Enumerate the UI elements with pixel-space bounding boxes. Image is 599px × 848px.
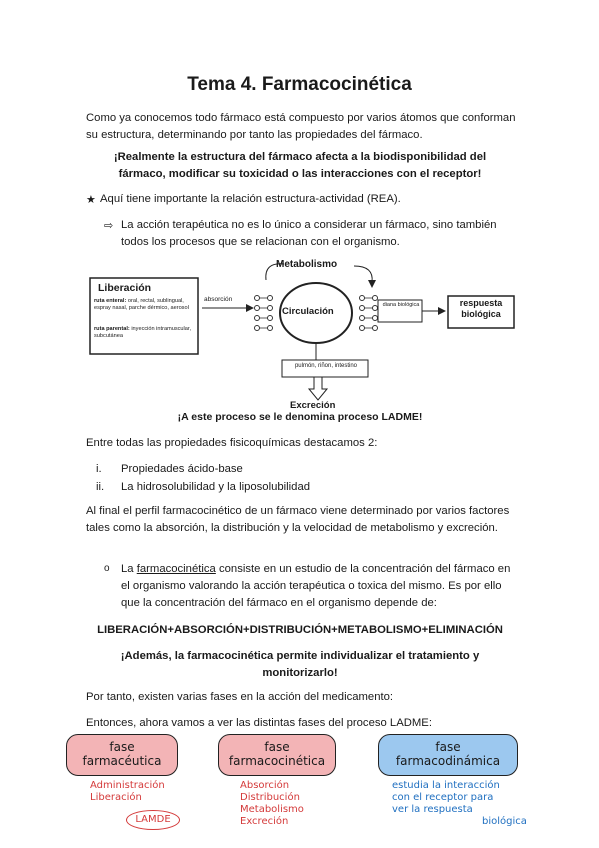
diana-label: diana biológica <box>382 302 420 308</box>
farmaceutica-item-1: Administración <box>90 780 165 791</box>
page-title: Tema 4. Farmacocinética <box>187 74 412 95</box>
respuesta-label: respuesta biológica <box>459 298 503 319</box>
fase-farmacocinetica-card <box>218 734 336 776</box>
left-membrane-icon <box>255 296 273 331</box>
arrow-item: La acción terapéutica no es lo único a considerar un fármaco, sino también todos los procesos que se relacionan con el organismo. <box>121 219 497 248</box>
circulacion-label: Circulación <box>282 306 334 317</box>
right-membrane-icon <box>360 296 378 331</box>
ruta-enteral-text: oral, rectal, sublingual, espray nasal, parche dérmico, aerosol <box>94 298 189 311</box>
farmacocinetica-items <box>240 780 304 828</box>
farmacodinamica-item-2: con el receptor para <box>392 792 494 803</box>
fase-farmacocinetica-title1: fase <box>264 740 290 754</box>
arrow-bullet-icon: ⇨ <box>104 220 114 232</box>
fase-farmaceutica-card <box>66 734 178 776</box>
metabolismo-label: Metabolismo <box>276 259 338 270</box>
organos-label: pulmón, riñon, intestino <box>294 363 358 369</box>
circle-bullet-icon: o <box>104 563 110 574</box>
fase-farmacocinetica-title2: farmacocinética <box>228 754 326 768</box>
ruta-enteral-label: ruta enteral: <box>94 298 127 304</box>
farmacocinetica-word: farmacocinética <box>136 563 216 575</box>
fases-intro: Por tanto, existen varias fases en la acción del medicamento: <box>86 691 394 703</box>
list-item-2: La hidrosolubilidad y la liposolubilidad <box>121 481 311 493</box>
farmaceutica-item-2: Liberación <box>90 792 142 803</box>
ladme-caption: ¡A este proceso se le denomina proceso LADME! <box>177 411 423 423</box>
perfil-paragraph: Al final el perfil farmacocinético de un fármaco viene determinado por varios factores tales como la absorción, la distribución y la velocidad de metabolismo y excreción. <box>86 505 510 534</box>
fase-farmaceutica-title2: farmacéutica <box>82 754 162 768</box>
farmacocinetica-item-2: Distribución <box>240 792 300 803</box>
fase-farmacodinamica-title1: fase <box>435 740 461 754</box>
fases-ladme-intro: Entonces, ahora vamos a ver las distintas fases del proceso LADME: <box>86 717 432 729</box>
list-marker-1: i. <box>96 463 102 475</box>
farmacocinetica-item-4: Excreción <box>240 816 289 827</box>
star-icon: ★ <box>86 194 96 206</box>
fase-farmacodinamica-card <box>378 734 518 776</box>
ruta-parental-text: inyección intramuscular, subcutánea <box>94 326 192 339</box>
absorcion-label: absorción <box>204 296 233 303</box>
farmacodinamica-item-3: ver la respuesta <box>392 804 473 815</box>
farmacocinetica-item-1: Absorción <box>240 780 290 791</box>
emphasis-line-1: ¡Realmente la estructura del fármaco afecta a la biodisponibilidad del <box>113 151 487 163</box>
excrecion-label: Excreción <box>290 400 336 411</box>
lamde-oval: LAMDE <box>126 810 180 830</box>
farmacodinamica-item-4: biológica <box>482 816 527 827</box>
ruta-parental <box>94 326 194 340</box>
farmaco-post: consiste en un estudio de la concentración del fármaco en el organismo valorando la acción terapéutica o toxica del mismo. Es por ello que la concentración del fármaco en el organismo depende de: <box>121 563 511 609</box>
emphasis2-line-1: ¡Además, la farmacocinética permite individualizar el tratamiento y <box>120 650 480 662</box>
propiedades-intro: Entre todas las propiedades fisicoquímicas destacamos 2: <box>86 437 378 449</box>
star-item: Aquí tiene importante la relación estructura-actividad (REA). <box>100 193 401 205</box>
emphasis-line-2: fármaco, modificar su toxicidad o las interacciones con el receptor! <box>118 168 482 180</box>
ruta-parental-label: ruta parental: <box>94 326 130 332</box>
formula-line: LIBERACIÓN+ABSORCIÓN+DISTRIBUCIÓN+METABOLISMO+ELIMINACIÓN <box>97 624 503 636</box>
fase-farmacodinamica-title2: farmacodinámica <box>395 754 501 768</box>
emphasis2-line-2: monitorizarlo! <box>262 667 338 679</box>
ruta-enteral <box>94 298 194 312</box>
list-item-1: Propiedades ácido-base <box>121 463 243 475</box>
intro-paragraph: Como ya conocemos todo fármaco está compuesto por varios átomos que conforman su estructura, determinando por tanto las propiedades del fármaco. <box>86 112 516 141</box>
fase-farmaceutica-title1: fase <box>109 740 135 754</box>
farmacocinetica-paragraph <box>121 561 521 612</box>
farmaco-pre: La <box>121 563 137 575</box>
farmacodinamica-item-1: estudia la interacción <box>392 780 500 791</box>
list-marker-2: ii. <box>96 481 105 493</box>
farmaceutica-items <box>90 780 165 804</box>
farmacodinamica-items <box>392 780 542 828</box>
liberacion-title: Liberación <box>98 282 152 294</box>
ladme-diagram <box>88 258 518 414</box>
farmacocinetica-item-3: Metabolismo <box>240 804 304 815</box>
